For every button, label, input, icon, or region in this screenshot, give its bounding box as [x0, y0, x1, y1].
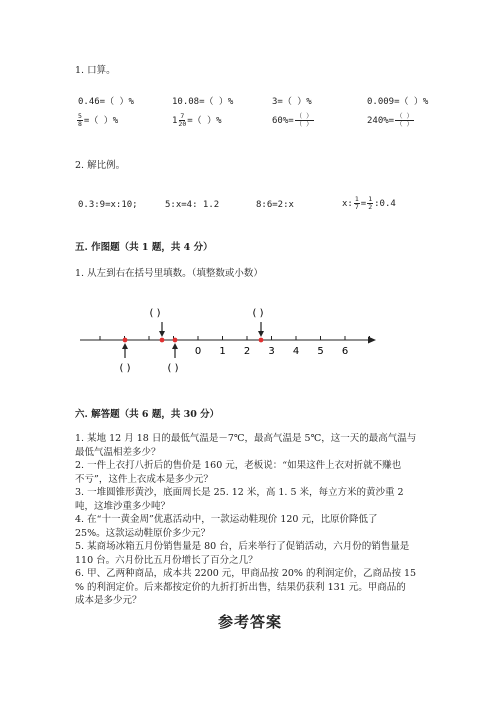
problem-item: 3. 一堆圆锥形黄沙，底面周长是 25. 12 米，高 1. 5 米，每立方米的黄沙重 2 吨，这堆沙重多少吨？	[75, 487, 404, 512]
up-arrow-icon	[122, 343, 128, 349]
tick-label: 1	[219, 346, 226, 357]
answer-heading: 参考答案	[217, 613, 282, 631]
fraction: $\frac{1}{7}$	[354, 195, 359, 211]
fraction: $\frac{1}{2}$	[368, 195, 373, 211]
problem-item: 5. 某商场冰箱五月份销售量是 80 台，后来举行了促销活动，六月份的销售量是 110 台。六月份比五月份增长了百分之几？	[75, 541, 410, 566]
down-arrow-icon	[159, 331, 165, 337]
fraction: $\frac{7}{20}$	[178, 112, 187, 128]
ratio-item: 8:6=2:x	[256, 200, 294, 210]
paren-top-1: ( )	[149, 308, 161, 319]
calc-item: 0.46=（ ）%	[78, 97, 134, 107]
marked-point	[123, 338, 128, 343]
fraction: $\frac{( )}{( )}$	[295, 112, 313, 128]
calc-item: 1 $\frac{7}{20}$ =（ ）%	[172, 112, 222, 128]
calc-item: 0.009=（ ）%	[367, 97, 429, 107]
tick-label: 4	[292, 346, 300, 357]
section-title-6: 六. 解答题（共 6 题，共 30 分）	[75, 409, 220, 420]
tick-label: 3	[268, 346, 275, 357]
paren-top-2: ( )	[252, 308, 264, 319]
ratio-item: 0.3:9=x:10;	[78, 200, 138, 210]
tick-label: 0	[194, 346, 202, 357]
marked-point	[259, 338, 264, 343]
section-label-ratio: 2. 解比例。	[75, 160, 126, 171]
up-arrow-icon	[172, 343, 178, 349]
paren-bottom-1: ( )	[119, 363, 131, 374]
tick-label: 6	[341, 346, 349, 357]
marked-point	[173, 338, 178, 343]
number-line-figure	[0, 300, 500, 380]
calc-item: 240%= $\frac{( )}{( )}$	[367, 112, 414, 128]
fraction: $\frac{( )}{( )}$	[396, 112, 414, 128]
section-label-calc: 1. 口算。	[75, 65, 116, 76]
calc-item: 60%= $\frac{( )}{( )}$	[272, 112, 313, 128]
ratio-item: 5:x=4: 1.2	[165, 200, 220, 210]
calc-item: 3=（ ）%	[272, 97, 312, 107]
question-text: 1. 从左到右在括号里填数。（填整数或小数）	[75, 268, 263, 279]
tick-label: 2	[243, 346, 251, 357]
calc-item: $\frac{5}{8}$ =（ ）%	[78, 112, 119, 128]
paren-bottom-2: ( )	[167, 363, 179, 374]
calc-item: 10.08=（ ）%	[172, 97, 234, 107]
problem-item: 4. 在“十一黄金周”优惠活动中，一款运动鞋现价 120 元，比原价降低了 25%。这款运动鞋原价多少元？	[75, 514, 378, 539]
ratio-item: x: $\frac{1}{7}$ = $\frac{1}{2}$ :0.4	[342, 195, 396, 211]
down-arrow-icon	[258, 331, 264, 337]
problem-item: 6. 甲、乙两种商品，成本共 2200 元，甲商品按 20% 的利润定价，乙商品按 15 % 的利润定价。后来都按定价的九折打折出售，结果仍获利 131 元。甲商品的 成本是多少元？	[75, 568, 417, 606]
problem-item: 1. 某地 12 月 18 日的最低气温是－7℃，最高气温是 5℃，这一天的最高气温与 最低气温相差多少？	[75, 433, 417, 458]
problem-list	[75, 432, 435, 608]
marked-point	[160, 338, 165, 343]
problem-item: 2. 一件上衣打八折后的售价是 160 元，老板说：“如果这件上衣对折就不赚也 不亏”，这件上衣成本是多少元？	[75, 460, 402, 485]
fraction: $\frac{5}{8}$	[78, 112, 82, 128]
section-title-5: 五. 作图题（共 1 题，共 4 分）	[75, 242, 213, 253]
tick-label: 5	[317, 346, 324, 357]
